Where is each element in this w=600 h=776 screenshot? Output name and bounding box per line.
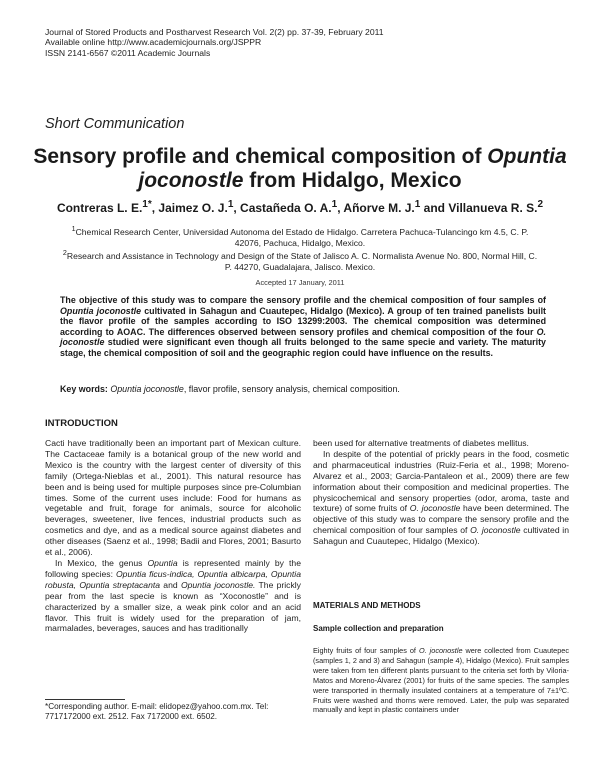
author-3: , Castañeda O. A. xyxy=(233,201,332,215)
col2-p2-species-2: O. joconostle xyxy=(470,525,521,536)
methods-text-b: were collected from Cuautepec (samples 1, 2 and 3) and Sahagun (sample 4), Hidalgo (Mexico). Fruit samples were taken from ten different plants pursuant to the criteria set forth by Viloria-Matos and Moreno-Álvarez (2001) for fruits of the same species. The samples were transported in thermally insulated containers at a temperature of 7±1ºC. Fruits were washed and thorns were removed. Later, the pulp was separated manually and kept in plastic containers under xyxy=(313,646,569,715)
affiliation-1-number: 1 xyxy=(71,225,76,233)
col2-p2-text-b: have been determined. The objective of this study was to compare the sensory profile and the chemical composition of four samples of xyxy=(313,503,569,536)
intro-paragraph-1: Cacti have traditionally been an important part of Mexican culture. The Cactaceae family is a botanical group of the new world and Mexico is the country with the largest center of diversity of this family (Ortega-Nieblas et al., 2001). This natural resource has been and is being used for multiple purposes since pre-Columbian times. Some of the current uses include: Food for humans as vegetable and fruit, forage for animals, source for alcoholic beverages, sweetener, live fences, industrial products such as cosmetics and dye, and as a medical source against diabetes and other diseases (Saenz et al., 1998; Badii and Flores, 2001; Basurto et al., 2006). xyxy=(45,438,301,558)
author-3-affil: 1 xyxy=(331,199,338,210)
footnote-star: * xyxy=(45,702,49,711)
intro-p2-text-b: is represented mainly by the following species: xyxy=(45,557,301,579)
keywords xyxy=(60,384,550,395)
affiliation-2-text: Research and Assistance in Technology and Design of the State of Jalisco A. C. Normalista Avenue No. 800, Normal Hill, C. P. 44270, Guadalajara, Jalisco. Mexico. xyxy=(66,251,538,273)
methods-heading: MATERIALS AND METHODS xyxy=(313,601,421,610)
author-4: , Añorve M. J. xyxy=(337,201,415,215)
footnote-text: Corresponding author. E-mail: elidopez@yahoo.com.mx. Tel: 7717172000 ext. 2512. Fax 7172000 ext. 6502. xyxy=(45,702,269,722)
left-column xyxy=(45,438,301,634)
col2-p2-text-c: cultivated in Sahagun and Cuautepec, Hidalgo (Mexico). xyxy=(313,525,569,547)
col2-paragraph-2 xyxy=(313,449,569,547)
affiliation-1-text: Chemical Research Center, Universidad Autonoma del Estado de Hidalgo. Carretera Pachuca-Tulancingo km 4.5, C. P. 42076, Pachuca, Hidalgo, Mexico. xyxy=(75,226,529,248)
footnote xyxy=(45,702,305,723)
keyword-species: Opuntia joconostle xyxy=(110,384,184,394)
intro-p2-species: Opuntia joconostle. xyxy=(180,579,256,590)
col2-p2-text-a: In despite of the potential of prickly pears in the food, cosmetic and pharmaceutical industries (Ruiz-Feria et al., 1998; Moreno-Alvarez et al., 2003; Garcia-Pantaleon et al., 2009) there are few information about their composition and medicinal properties. The physicochemical and sensory properties (odor, aroma, taste and texture) of some fruits of xyxy=(313,448,569,514)
sample-collection-subheading: Sample collection and preparation xyxy=(313,624,444,633)
intro-p2-species-list: Opuntia ficus-indica, Opuntia albicarpa, Opuntia robusta, Opuntia streptacanta xyxy=(45,568,301,590)
right-column xyxy=(313,438,569,547)
abstract-text-1: The objective of this study was to compare the sensory profile and the chemical composition of four samples of xyxy=(60,295,546,305)
author-5-affil: 2 xyxy=(537,199,544,210)
article-type: Short Communication xyxy=(45,116,185,132)
intro-paragraph-2 xyxy=(45,558,301,634)
author-4-affil: 1 xyxy=(414,199,421,210)
abstract-species-1: Opuntia joconostle xyxy=(60,305,142,316)
col2-p2-species-1: O. joconostle xyxy=(409,503,461,514)
journal-citation: Journal of Stored Products and Postharvest Research Vol. 2(2) pp. 37-39, February 2011 xyxy=(45,27,384,37)
paper-title xyxy=(20,145,580,193)
affiliation-1 xyxy=(60,224,540,248)
affiliation-2 xyxy=(60,248,540,272)
title-part2: from Hidalgo, Mexico xyxy=(243,169,462,192)
affiliations xyxy=(60,224,540,273)
author-1-affil: 1 xyxy=(142,199,148,210)
journal-issn: ISSN 2141-6567 ©2011 Academic Journals xyxy=(45,47,211,58)
col2-paragraph-1: been used for alternative treatments of diabetes mellitus. xyxy=(313,438,529,448)
intro-p2-text-a: In Mexico, the genus xyxy=(55,557,148,568)
methods-text-a: Eighty fruits of four samples of xyxy=(313,646,419,655)
intro-p2-genus: Opuntia xyxy=(147,557,178,568)
title-part1: Sensory profile and chemical composition of xyxy=(33,145,488,168)
keywords-rest: , flavor profile, sensory analysis, chemical composition. xyxy=(183,384,400,394)
abstract-text-2: cultivated in Sahagun and Cuautepec, Hidalgo (Mexico). A group of ten trained panelists built the flavor profile of the samples according to ISO 13299:2003. The chemical composition was determined according to AOAC. The differences observed between sensory profiles and chemical composition of the four xyxy=(60,305,546,337)
methods-paragraph xyxy=(313,646,569,715)
abstract-text-3: studied were significant even though all fruits belonged to the same specie and variety. The maturity stage, the chemical composition of soil and the geographic region could have influence on the results. xyxy=(60,337,546,358)
author-1: Contreras L. E. xyxy=(56,201,143,215)
accepted-date: Accepted 17 January, 2011 xyxy=(255,278,345,287)
introduction-heading: INTRODUCTION xyxy=(45,418,118,429)
abstract xyxy=(60,295,546,358)
author-2: , Jaimez O. J. xyxy=(151,201,228,215)
author-list xyxy=(20,199,580,215)
intro-p2-text-d: The prickly pear from the last specie is known as “Xoconostle” and is characterized by a smaller size, a weak pink color and an acid flavor. This fruit is widely used for the preparation of jam, marmalades, beverages, sauces and has traditionally xyxy=(45,579,301,634)
keywords-label: Key words: xyxy=(60,384,108,394)
footnote-rule xyxy=(45,699,125,700)
journal-header xyxy=(45,27,384,58)
title-species: Opuntia joconostle xyxy=(138,145,567,192)
abstract-species-2: O. joconostle xyxy=(60,326,546,347)
journal-url: Available online http://www.academicjournals.org/JSPPR xyxy=(45,37,262,48)
author-5: and Villanueva R. S. xyxy=(420,201,538,215)
intro-p2-text-c: and xyxy=(160,579,181,590)
corresponding-mark: * xyxy=(147,199,152,210)
methods-species: O. joconostle xyxy=(418,646,463,655)
author-2-affil: 1 xyxy=(227,199,234,210)
affiliation-2-number: 2 xyxy=(62,249,67,258)
